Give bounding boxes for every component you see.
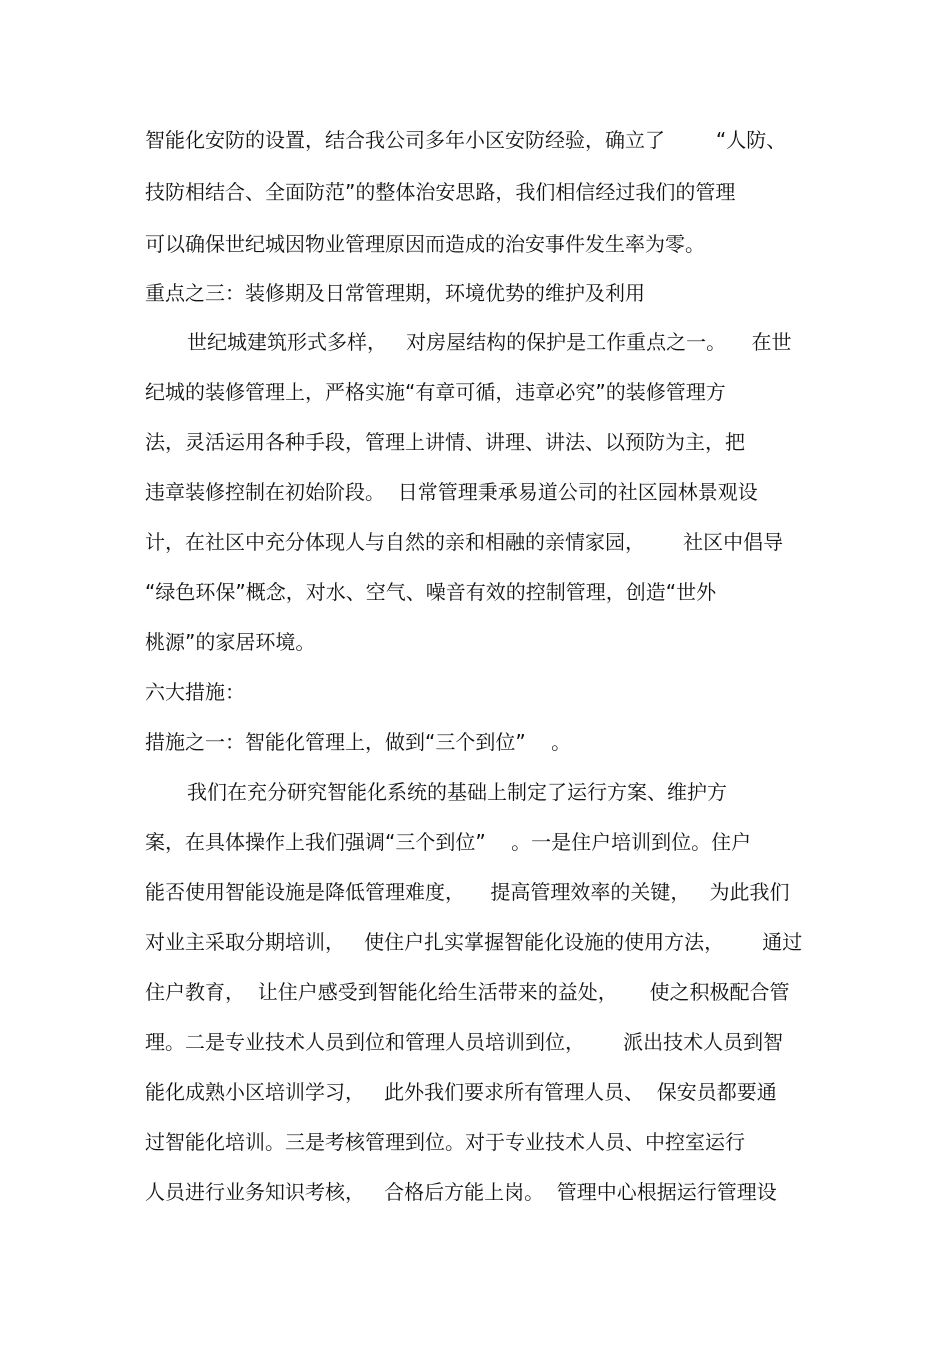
text-line: 人员进行业务知识考核， 合格后方能上岗。 管理中心根据运行管理设: [145, 1180, 777, 1204]
text-line: 计，在社区中充分体现人与自然的亲和相融的亲情家园， 社区中倡导: [145, 530, 784, 554]
text-line: 桃源”的家居环境。: [145, 630, 316, 654]
text-line: 违章装修控制在初始阶段。 日常管理秉承易道公司的社区园林景观设: [145, 480, 758, 504]
text-line: 住户教育， 让住户感受到智能化给生活带来的益处， 使之积极配合管: [145, 980, 790, 1004]
text-line: 法，灵活运用各种手段，管理上讲情、讲理、讲法、以预防为主，把: [145, 430, 745, 454]
text-line: 我们在充分研究智能化系统的基础上制定了运行方案、维护方: [187, 780, 727, 804]
text-line: 理。二是专业技术人员到位和管理人员培训到位， 派出技术人员到智: [145, 1030, 784, 1054]
section-heading: 六大措施：: [145, 680, 245, 704]
text-line: 能否使用智能设施是降低管理难度， 提高管理效率的关键， 为此我们: [145, 880, 790, 904]
text-line: 可以确保世纪城因物业管理原因而造成的治安事件发生率为零。: [145, 232, 705, 256]
section-heading: 重点之三：装修期及日常管理期，环境优势的维护及利用: [145, 281, 645, 305]
text-line: 能化成熟小区培训学习， 此外我们要求所有管理人员、 保安员都要通: [145, 1080, 777, 1104]
text-line: 对业主采取分期培训， 使住户扎实掌握智能化设施的使用方法， 通过: [145, 930, 803, 954]
text-line: 案，在具体操作上我们强调“三个到位” 。一是住户培训到位。住户: [145, 830, 752, 854]
text-line: “绿色环保”概念，对水、空气、噪音有效的控制管理，创造“世外: [145, 580, 717, 604]
text-line: 纪城的装修管理上，严格实施“有章可循，违章必究”的装修管理方: [145, 380, 726, 404]
text-line: 过智能化培训。三是考核管理到位。对于专业技术人员、中控室运行: [145, 1130, 745, 1154]
section-heading: 措施之一：智能化管理上，做到“三个到位” 。: [145, 730, 572, 754]
text-line: 世纪城建筑形式多样， 对房屋结构的保护是工作重点之一。 在世: [187, 330, 792, 354]
text-line: 智能化安防的设置，结合我公司多年小区安防经验，确立了 “人防、: [145, 128, 787, 152]
text-line: 技防相结合、全面防范”的整体治安思路，我们相信经过我们的管理: [145, 180, 736, 204]
